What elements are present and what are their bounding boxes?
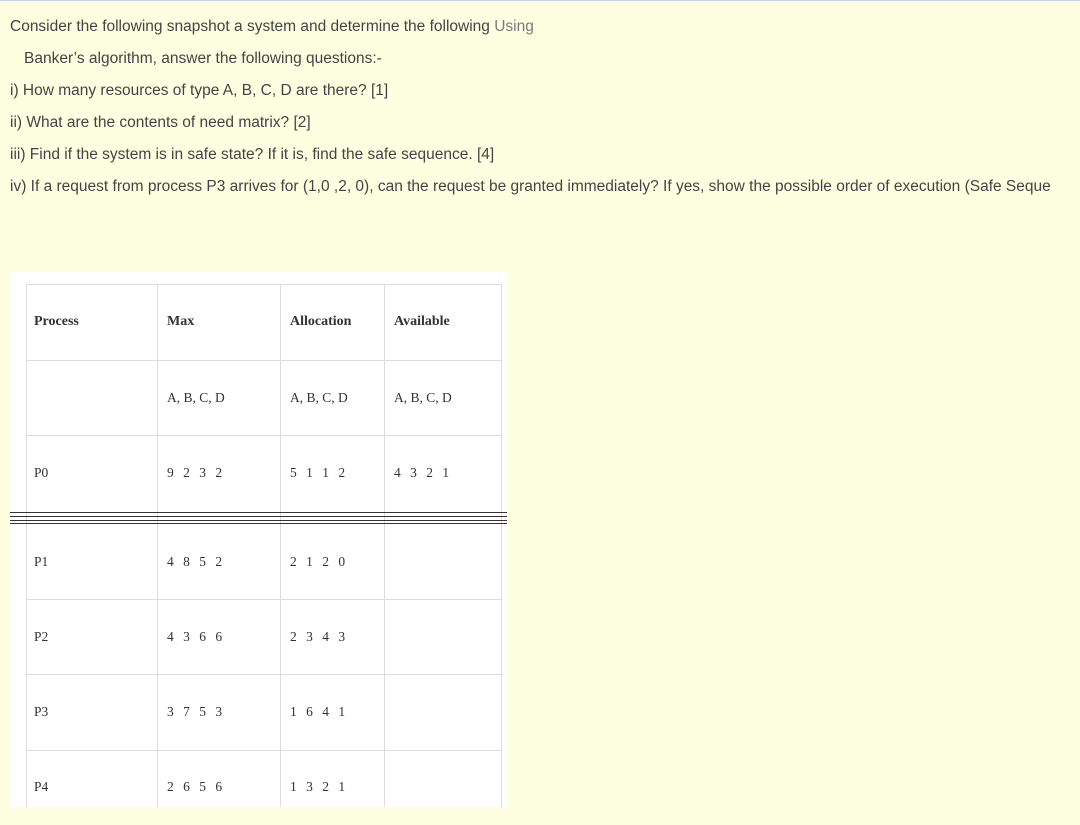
- row-separator: [10, 516, 507, 517]
- question-2: ii) What are the contents of need matrix? [2]: [10, 114, 311, 131]
- header-available: Available: [394, 314, 450, 329]
- grid-vline: [384, 284, 385, 807]
- table-row-p3-max: 3 7 5 3: [167, 704, 226, 719]
- top-border: [0, 0, 1080, 7]
- header-max: Max: [167, 314, 195, 329]
- table-row-p2-max: 4 3 6 6: [167, 629, 226, 644]
- question-3: iii) Find if the system is in safe state? If it is, find the safe sequence. [4]: [10, 146, 495, 163]
- table-row-p0-process: P0: [34, 465, 49, 480]
- table-row-p0-available: 4 3 2 1: [394, 465, 453, 480]
- table-row-p4-allocation: 1 3 2 1: [290, 779, 349, 794]
- question-1: i) How many resources of type A, B, C, D are there? [1]: [10, 82, 389, 99]
- table-row-p0-max: 9 2 3 2: [167, 465, 226, 480]
- grid-hline: [26, 674, 502, 675]
- subheader-max: A, B, C, D: [167, 390, 225, 405]
- table-row-p4-max: 2 6 5 6: [167, 779, 226, 794]
- table-row-p1-max: 4 8 5 2: [167, 554, 226, 569]
- table-row-p4-process: P4: [34, 779, 49, 794]
- table-row-p2-allocation: 2 3 4 3: [290, 629, 349, 644]
- intro-line-1: [10, 17, 534, 37]
- row-separator: [10, 512, 507, 513]
- grid-hline: [26, 435, 502, 436]
- intro-line-1-main: Consider the following snapshot a system and determine the following: [10, 18, 490, 35]
- table-row-p3-process: P3: [34, 704, 49, 719]
- grid-vline: [501, 284, 502, 807]
- intro-line-1-tail: Using: [494, 18, 534, 35]
- intro-line-2: Banker’s algorithm, answer the following questions:-: [24, 50, 382, 67]
- grid-vline: [26, 284, 27, 807]
- table-row-p2-process: P2: [34, 629, 49, 644]
- grid-hline: [26, 750, 502, 751]
- table-row-p1-process: P1: [34, 554, 49, 569]
- grid-vline: [157, 284, 158, 807]
- header-process: Process: [34, 314, 79, 329]
- resource-table: [10, 272, 507, 807]
- table-row-p1-allocation: 2 1 2 0: [290, 554, 349, 569]
- grid-vline: [280, 284, 281, 807]
- grid-hline: [26, 599, 502, 600]
- header-allocation: Allocation: [290, 314, 352, 329]
- row-separator: [10, 520, 507, 521]
- row-separator: [10, 523, 507, 524]
- table-row-p0-allocation: 5 1 1 2: [290, 465, 349, 480]
- question-4: iv) If a request from process P3 arrives for (1,0 ,2, 0), can the request be granted immediately? If yes, show the possible order of execution (Safe Seque: [10, 178, 1051, 195]
- subheader-available: A, B, C, D: [394, 390, 452, 405]
- subheader-allocation: A, B, C, D: [290, 390, 348, 405]
- table-row-p3-allocation: 1 6 4 1: [290, 704, 349, 719]
- grid-hline: [26, 360, 502, 361]
- grid-hline: [26, 284, 502, 285]
